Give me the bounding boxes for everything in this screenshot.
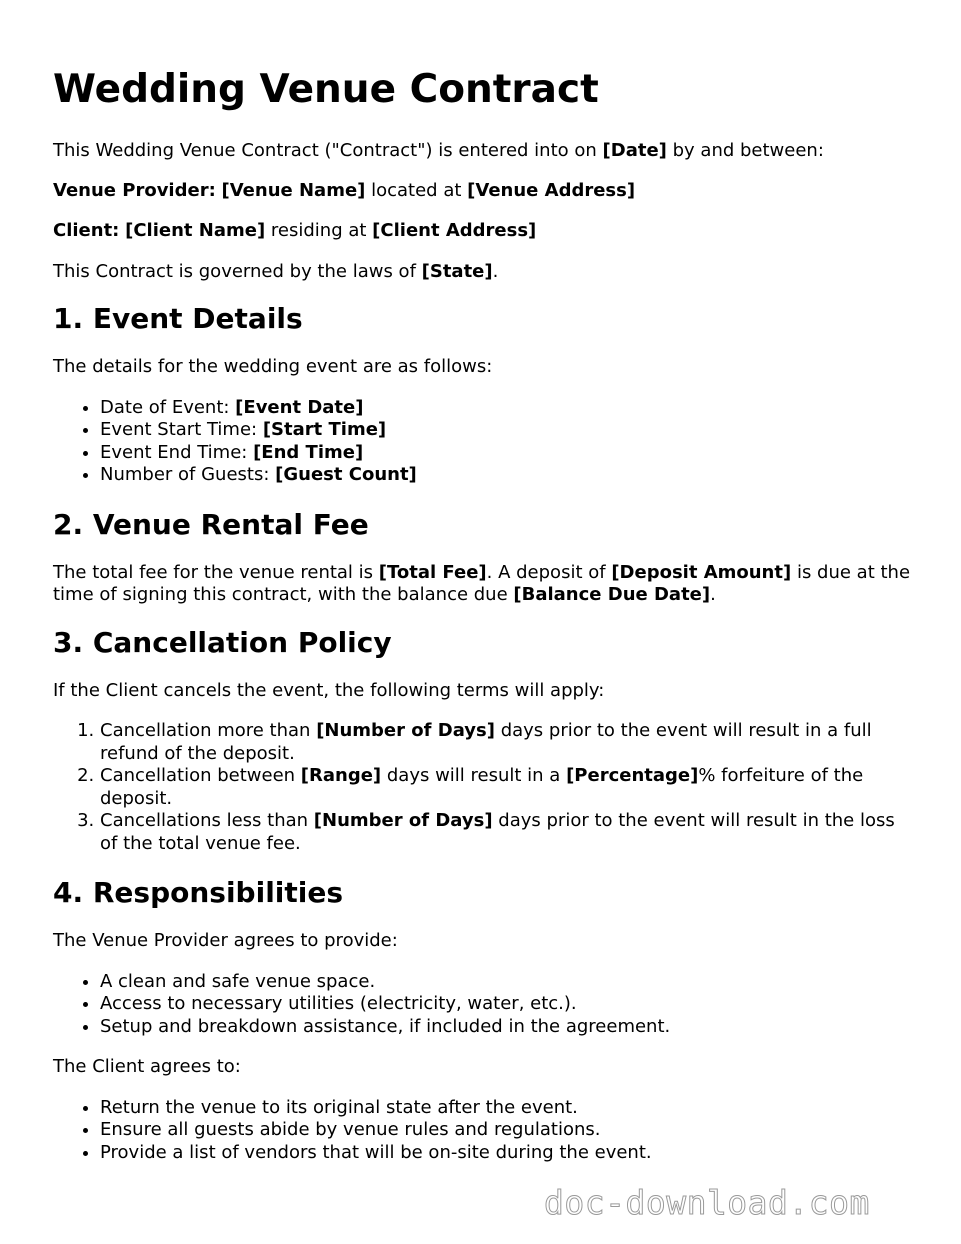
event-item-label: Event End Time: — [100, 441, 254, 463]
event-item-value: [Guest Count] — [275, 464, 417, 485]
intro-paragraph — [53, 140, 913, 163]
responsibilities-heading: 4. Responsibilities — [53, 876, 344, 909]
list-item: • Setup and breakdown assistance, if included in the agreement. — [100, 1016, 913, 1039]
term-text: days prior to the event will result in a full refund of the deposit. — [100, 720, 872, 764]
event-item-value: [End Time] — [253, 441, 364, 463]
list-item — [100, 765, 913, 810]
fee-text: . — [710, 584, 716, 605]
list-item — [100, 442, 913, 465]
term-text: Cancellation between — [100, 765, 301, 786]
rental-fee-paragraph — [53, 562, 913, 607]
cancellation-policy-heading: 3. Cancellation Policy — [53, 625, 392, 659]
intro-text: This Wedding Venue Contract ("Contract") is entered into on — [53, 140, 603, 161]
fee-text: The total fee for the venue rental is — [53, 561, 379, 583]
venue-address-placeholder: [Venue Address] — [467, 179, 636, 201]
state-placeholder: [State] — [421, 260, 493, 282]
intro-text-end: by and between: — [666, 140, 824, 161]
event-details-intro: The details for the wedding event are as follows: — [53, 356, 493, 377]
list-item: • Return the venue to its original state after the event. — [100, 1097, 913, 1120]
event-item-value: [Start Time] — [262, 419, 387, 440]
event-item-label: Number of Guests: — [100, 464, 276, 485]
term-text: % forfeiture of the deposit. — [100, 765, 864, 809]
list-item: • Provide a list of vendors that will be on-site during the event. — [100, 1142, 913, 1165]
event-item-value: [Event Date] — [235, 396, 364, 418]
document-title: Wedding Venue Contract — [53, 67, 599, 112]
client-address-placeholder: [Client Address] — [372, 220, 537, 241]
cancellation-terms-list — [53, 720, 913, 855]
client-label: Client: — [53, 220, 120, 241]
list-item: • A clean and safe venue space. — [100, 971, 913, 994]
client-responsibilities-list — [53, 1097, 913, 1165]
term-placeholder: [Number of Days] — [313, 810, 493, 831]
client-line — [53, 220, 913, 243]
venue-name-placeholder: [Venue Name] — [221, 179, 366, 201]
term-text: days will result in a — [381, 765, 567, 786]
contract-document — [53, 0, 913, 1164]
fee-text: . A deposit of — [486, 561, 612, 583]
term-placeholder: [Percentage] — [566, 765, 699, 786]
provider-agrees-intro: The Venue Provider agrees to provide: — [53, 930, 398, 951]
client-agrees-intro: The Client agrees to: — [53, 1056, 241, 1077]
term-placeholder: [Range] — [300, 765, 382, 786]
watermark: doc-download.com — [544, 1183, 870, 1222]
list-item — [100, 810, 913, 855]
term-placeholder: [Number of Days] — [316, 720, 495, 741]
term-text: Cancellation more than — [100, 720, 317, 741]
client-name-placeholder: [Client Name] — [125, 220, 266, 241]
client-residing-text: residing at — [265, 220, 373, 241]
venue-provider-line — [53, 180, 913, 203]
term-text: Cancellations less than — [100, 810, 314, 831]
cancellation-intro: If the Client cancels the event, the following terms will apply: — [53, 679, 605, 701]
total-fee-placeholder: [Total Fee] — [378, 561, 487, 583]
list-item: • Ensure all guests abide by venue rules and regulations. — [100, 1119, 913, 1142]
event-details-list — [53, 397, 913, 487]
rental-fee-heading: 2. Venue Rental Fee — [53, 507, 369, 541]
date-placeholder: [Date] — [602, 140, 667, 161]
event-item-label: Date of Event: — [100, 396, 236, 418]
deposit-amount-placeholder: [Deposit Amount] — [611, 561, 792, 583]
venue-provider-label: Venue Provider: — [53, 179, 216, 201]
list-item — [100, 419, 913, 442]
provider-responsibilities-list — [53, 971, 913, 1039]
list-item — [100, 397, 913, 420]
list-item: • Access to necessary utilities (electricity, water, etc.). — [100, 993, 913, 1016]
governing-law-line — [53, 261, 913, 284]
list-item — [100, 464, 913, 487]
event-item-label: Event Start Time: — [100, 419, 263, 440]
law-text: This Contract is governed by the laws of — [53, 260, 422, 282]
list-item — [100, 720, 913, 765]
event-details-heading: 1. Event Details — [53, 302, 303, 335]
law-text-end: . — [492, 260, 499, 282]
venue-located-text: located at — [365, 179, 468, 201]
fee-text: is due at the time of signing this contract, with the balance due — [53, 561, 911, 605]
term-text: days prior to the event will result in the loss of the total venue fee. — [100, 810, 895, 854]
balance-due-date-placeholder: [Balance Due Date] — [513, 584, 711, 605]
